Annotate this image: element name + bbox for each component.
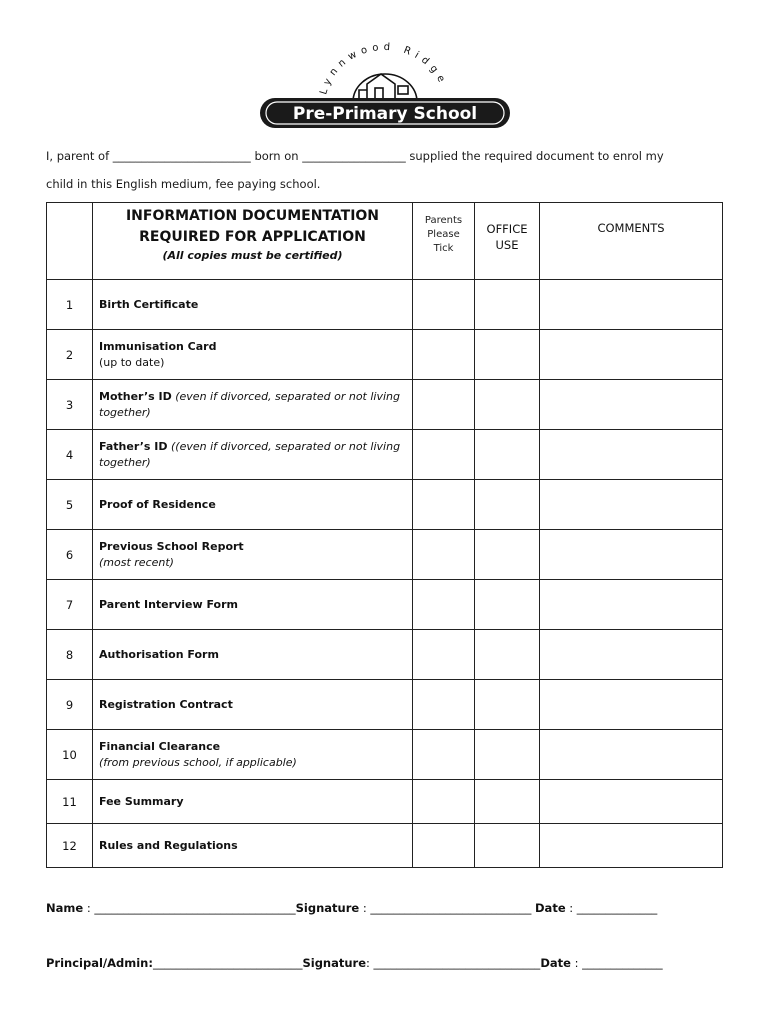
signature-label: Signature	[295, 901, 360, 915]
header-office-use	[475, 203, 540, 280]
row-label: Previous School Report	[99, 539, 244, 553]
row-document	[93, 530, 413, 580]
comments-cell[interactable]	[540, 730, 723, 780]
row-note: (even if divorced, separated or not living together)	[99, 389, 400, 419]
parents-tick-cell[interactable]	[413, 430, 475, 480]
principal-signature-field[interactable]: : _____________________________	[366, 956, 541, 970]
comments-cell[interactable]	[540, 824, 723, 868]
table-header-row	[47, 203, 723, 280]
intro-line-2: child in this English medium, fee paying school.	[46, 177, 321, 191]
table-row	[47, 480, 723, 530]
row-number: 1	[47, 280, 93, 330]
parents-tick-cell[interactable]	[413, 380, 475, 430]
name-field[interactable]: : ___________________________________	[83, 901, 296, 915]
office-use-cell[interactable]	[475, 480, 540, 530]
row-label: Rules and Regulations	[99, 838, 238, 852]
row-label: Father’s ID	[99, 439, 168, 453]
table-row	[47, 824, 723, 868]
header-tick-3: Tick	[433, 243, 454, 254]
office-use-cell[interactable]	[475, 330, 540, 380]
comments-cell[interactable]	[540, 430, 723, 480]
header-comments: COMMENTS	[540, 203, 723, 280]
office-use-cell[interactable]	[475, 780, 540, 824]
table-row	[47, 280, 723, 330]
parent-signature-line	[46, 901, 657, 915]
office-use-cell[interactable]	[475, 824, 540, 868]
header-num	[47, 203, 93, 280]
row-document	[93, 730, 413, 780]
header-office-1: OFFICE	[486, 222, 528, 236]
row-document	[93, 280, 413, 330]
header-info-title-1: INFORMATION DOCUMENTATION	[125, 208, 380, 224]
parents-tick-cell[interactable]	[413, 630, 475, 680]
row-note: ((even if divorced, separated or not living together)	[99, 439, 401, 469]
parents-tick-cell[interactable]	[413, 780, 475, 824]
row-document	[93, 630, 413, 680]
table-row	[47, 730, 723, 780]
row-label: Registration Contract	[99, 697, 233, 711]
parents-tick-cell[interactable]	[413, 330, 475, 380]
row-label: Immunisation Card	[99, 339, 217, 353]
row-sub: (up to date)	[99, 355, 165, 369]
parents-tick-cell[interactable]	[413, 580, 475, 630]
comments-cell[interactable]	[540, 630, 723, 680]
requirements-table	[46, 202, 723, 868]
table-row	[47, 580, 723, 630]
comments-cell[interactable]	[540, 530, 723, 580]
logo-banner-text: Pre-Primary School	[292, 104, 478, 124]
comments-cell[interactable]	[540, 580, 723, 630]
row-label: Parent Interview Form	[99, 597, 238, 611]
table-row	[47, 780, 723, 824]
table-row	[47, 380, 723, 430]
row-document	[93, 580, 413, 630]
row-document	[93, 480, 413, 530]
office-use-cell[interactable]	[475, 430, 540, 480]
row-number: 7	[47, 580, 93, 630]
row-number: 8	[47, 630, 93, 680]
comments-cell[interactable]	[540, 780, 723, 824]
logo-arc-text: Lynnwood Ridge	[318, 41, 449, 97]
principal-signature-line	[46, 956, 663, 970]
row-number: 12	[47, 824, 93, 868]
office-use-cell[interactable]	[475, 730, 540, 780]
header-office-2: USE	[495, 238, 519, 252]
row-number: 5	[47, 480, 93, 530]
row-label: Mother’s ID	[99, 389, 172, 403]
row-label: Birth Certificate	[99, 297, 199, 311]
row-number: 4	[47, 430, 93, 480]
row-document	[93, 680, 413, 730]
parents-tick-cell[interactable]	[413, 480, 475, 530]
row-document	[93, 430, 413, 480]
table-row	[47, 680, 723, 730]
parents-tick-cell[interactable]	[413, 680, 475, 730]
header-info-subtitle: (All copies must be certified)	[162, 249, 343, 262]
comments-cell[interactable]	[540, 680, 723, 730]
row-label: Proof of Residence	[99, 497, 216, 511]
principal-signature-label: Signature	[302, 956, 367, 970]
date-field[interactable]: : ______________	[565, 901, 658, 915]
office-use-cell[interactable]	[475, 530, 540, 580]
header-info	[93, 203, 413, 280]
school-logo	[255, 40, 515, 132]
principal-field[interactable]: __________________________	[152, 956, 303, 970]
table-row	[47, 630, 723, 680]
row-label: Fee Summary	[99, 794, 184, 808]
header-tick-1: Parents	[424, 215, 463, 226]
row-number: 2	[47, 330, 93, 380]
row-number: 3	[47, 380, 93, 430]
row-label: Financial Clearance	[99, 739, 221, 753]
parents-tick-cell[interactable]	[413, 280, 475, 330]
header-tick-2: Please	[427, 229, 460, 240]
house-icon	[353, 74, 417, 102]
principal-date-field[interactable]: : ______________	[570, 956, 663, 970]
comments-cell[interactable]	[540, 330, 723, 380]
office-use-cell[interactable]	[475, 580, 540, 630]
table-row	[47, 530, 723, 580]
header-parents-tick	[413, 203, 475, 280]
comments-cell[interactable]	[540, 280, 723, 330]
name-label: Name	[46, 901, 84, 915]
principal-date-label: Date	[540, 956, 571, 970]
row-document	[93, 380, 413, 430]
row-number: 10	[47, 730, 93, 780]
parents-tick-cell[interactable]	[413, 730, 475, 780]
parents-tick-cell[interactable]	[413, 824, 475, 868]
row-number: 11	[47, 780, 93, 824]
header-info-title-2: REQUIRED FOR APPLICATION	[139, 229, 366, 245]
table-row	[47, 330, 723, 380]
row-number: 9	[47, 680, 93, 730]
office-use-cell[interactable]	[475, 630, 540, 680]
row-sub: (from previous school, if applicable)	[99, 755, 297, 769]
row-document	[93, 780, 413, 824]
date-label: Date	[535, 901, 566, 915]
signature-field[interactable]: : ____________________________	[359, 901, 532, 915]
parents-tick-cell[interactable]	[413, 530, 475, 580]
office-use-cell[interactable]	[475, 680, 540, 730]
row-label: Authorisation Form	[99, 647, 219, 661]
intro-line-1: I, parent of ________________________ born on __________________ supplied the required document to enrol my	[46, 149, 664, 163]
row-number: 6	[47, 530, 93, 580]
row-sub: (most recent)	[99, 555, 174, 569]
table-row	[47, 430, 723, 480]
comments-cell[interactable]	[540, 480, 723, 530]
principal-label: Principal/Admin:	[46, 956, 153, 970]
row-document	[93, 824, 413, 868]
office-use-cell[interactable]	[475, 280, 540, 330]
row-document	[93, 330, 413, 380]
office-use-cell[interactable]	[475, 380, 540, 430]
comments-cell[interactable]	[540, 380, 723, 430]
